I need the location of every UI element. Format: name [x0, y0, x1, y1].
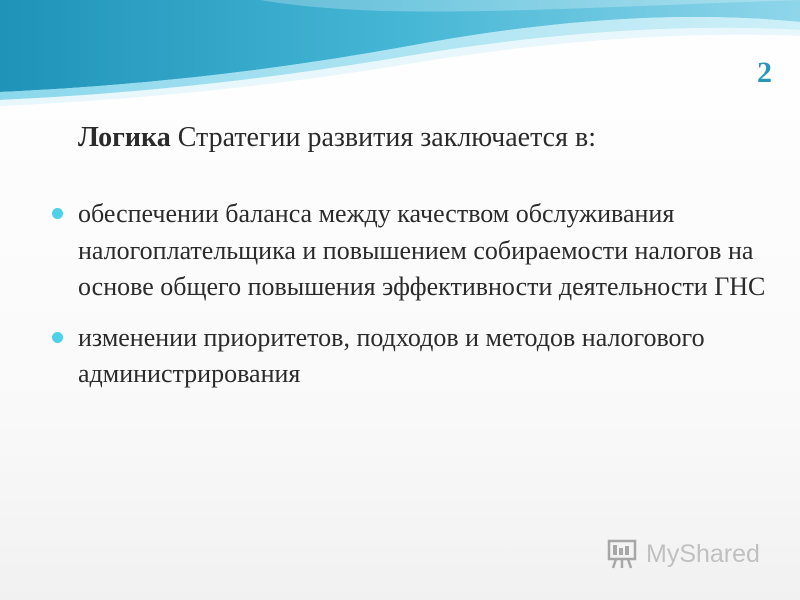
heading-rest: Стратегии развития заключается в:: [177, 122, 596, 153]
bullet-list: [50, 196, 770, 407]
bullet-dot-icon: [52, 208, 63, 219]
bullet-dot-icon: [52, 332, 63, 343]
slide-heading: [78, 120, 758, 156]
decorative-wave-header: [0, 0, 800, 110]
bullet-item: [50, 320, 770, 393]
watermark: [606, 536, 760, 572]
heading-bold-word: Логика: [78, 122, 171, 153]
slide-number: 2: [757, 56, 772, 89]
watermark-text: MyShared: [646, 539, 760, 568]
bullet-text: обеспечении баланса между качеством обслуживания налогоплательщика и повышением собираемости налогов на основе общего повышения эффективности деятельности ГНС: [78, 199, 766, 301]
presentation-board-icon: [606, 537, 640, 571]
bullet-text: изменении приоритетов, подходов и методов налогового администрирования: [78, 322, 705, 388]
bullet-item: [50, 196, 770, 306]
